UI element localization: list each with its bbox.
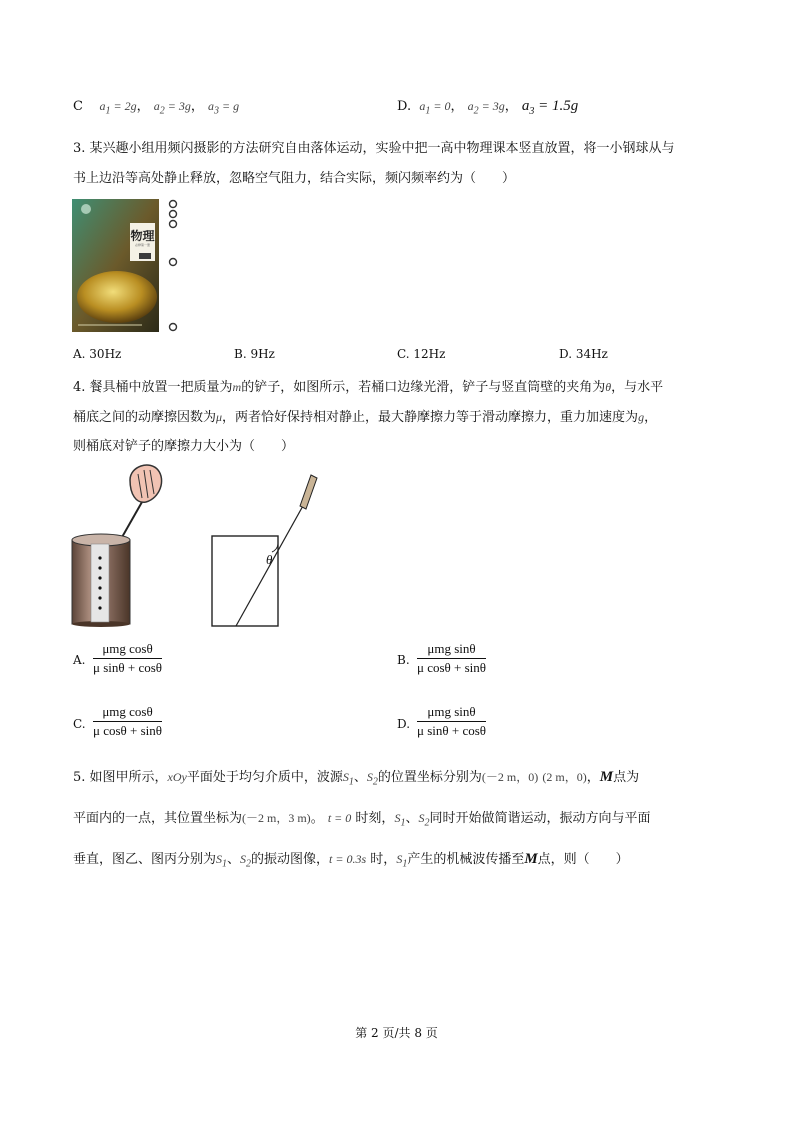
q4-option-b-fraction: μmg sinθ μ cosθ + sinθ [417, 641, 487, 675]
q4-option-b-label: B. [397, 653, 410, 667]
q2-d-a1: $a_1 = 0$ [419, 99, 451, 117]
strobe-dot [170, 211, 177, 218]
q4-text-line1: 4. 餐具桶中放置一把质量为m的铲子，如图所示，若桶口边缘光滑，铲子与竖直筒壁的夹角为θ，与水平 [73, 380, 664, 395]
q3-option-b: B. 9Hz [234, 347, 275, 361]
q5-text-line1: 5. 如图甲所示，xOy平面处于均匀介质中，波源$S_1$、$S_2$的位置坐标分别为(－2 m，0) (2 m，0)，M点为 [73, 769, 640, 788]
q2-c-a3: $a_3 = g$ [208, 99, 240, 117]
q3-text-line2: 书上边沿等高处静止释放，忽略空气阻力，结合实际，频闪频率约为（ ） [73, 171, 516, 186]
page-footer: 第 2 页/共 8 页 [355, 1026, 438, 1040]
strobe-dot [170, 221, 177, 228]
theta-label: θ [266, 552, 273, 567]
q2-d-a2: $a_2 = 3g$ [467, 99, 505, 117]
q4-text-line3: 则桶底对铲子的摩擦力大小为（ ） [73, 439, 295, 454]
book-title: 物理 [130, 229, 155, 243]
book-subtitle: 必修第一册 [134, 243, 150, 247]
q2-c-a2: $a_2 = 3g$ [153, 99, 191, 117]
strobe-dot [170, 201, 177, 208]
q5-text-line3: 垂直，图乙、图丙分别为$S_1$、$S_2$的振动图像，t = 0.3s 时，$S_1$产生的机械波传播至M点，则（ ） [73, 851, 629, 870]
q5-text-line2: 平面内的一点，其位置坐标为(－2 m，3 m)。 t = 0 时刻，$S_1$、$S_2$同时开始做简谐运动，振动方向与平面 [73, 811, 651, 829]
q3-book-figure [72, 199, 184, 333]
q4-option-d-label: D. [397, 717, 411, 731]
q4-option-d-fraction: μmg sinθ μ sinθ + cosθ [417, 704, 487, 738]
q2-option-d: D. $a_1 = 0$， $a_2 = 3g$， $a_3 = 1.5g$ [397, 98, 579, 117]
strobe-dot [170, 259, 177, 266]
q3-option-c: C. 12Hz [397, 347, 446, 361]
q3-text-line1: 3. 某兴趣小组用频闪摄影的方法研究自由落体运动，实验中把一高中物理课本竖直放置，将一小钢球从与 [73, 141, 675, 156]
q4-bucket-photo [70, 462, 190, 627]
q2-c-a1: $a_1 = 2g$ [99, 99, 137, 117]
q3-option-d: D. 34Hz [559, 347, 608, 361]
strobe-dot [170, 324, 177, 331]
q4-option-c-label: C. [73, 717, 86, 731]
q4-option-a-fraction: μmg cosθ μ sinθ + cosθ [93, 641, 163, 675]
q4-text-line2: 桶底之间的动摩擦因数为μ，两者恰好保持相对静止，最大静摩擦力等于滑动摩擦力，重力加速度为g， [73, 410, 658, 425]
q3-option-a: A. 30Hz [73, 347, 122, 361]
q4-option-c-fraction: μmg cosθ μ cosθ + sinθ [93, 704, 163, 738]
q4-schematic [210, 472, 320, 628]
q2-option-c: C $a_1 = 2g$， $a_2 = 3g$， $a_3 = g$ [73, 99, 240, 117]
q4-option-a-label: A. [73, 653, 86, 667]
q2-d-a3: $a_3 = 1.5g$ [521, 98, 579, 117]
